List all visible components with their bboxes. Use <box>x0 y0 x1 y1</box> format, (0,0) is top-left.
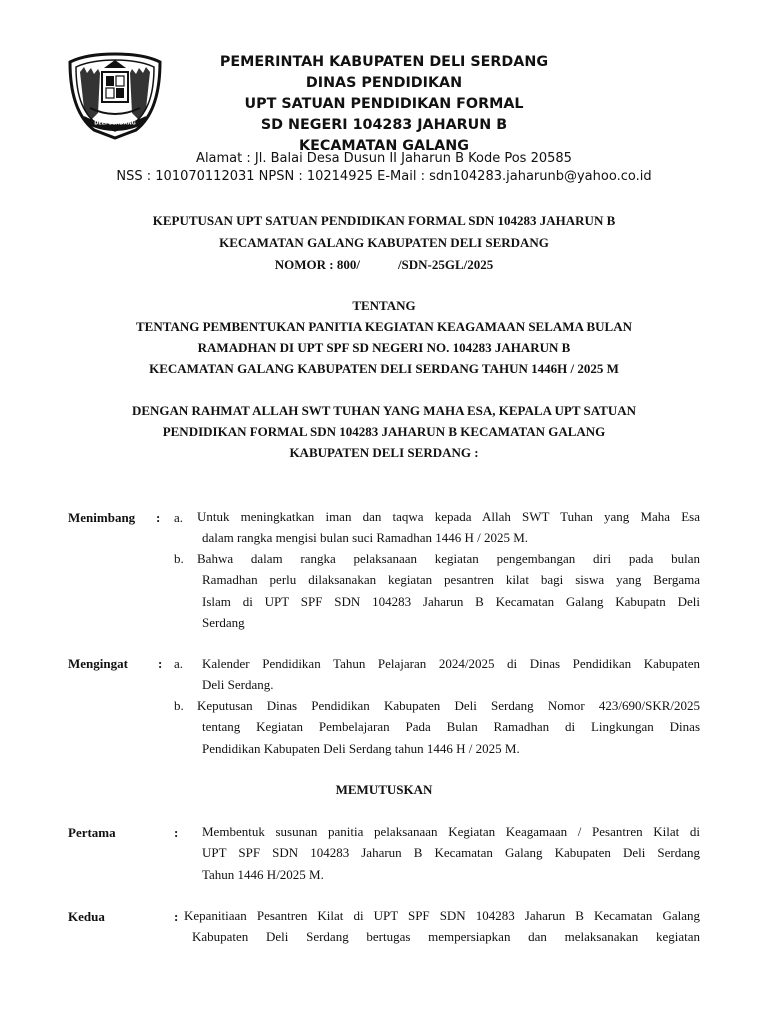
preamble-line-2: PENDIDIKAN FORMAL SDN 104283 JAHARUN B KECAMATAN GALANG <box>162 424 606 439</box>
menimbang-marker-a: a. <box>174 510 184 525</box>
menimbang-b-line-1: Bahwa dalam rangka pelaksanaan kegiatan pengembangan diri pada bulan <box>197 551 700 566</box>
mengingat-label: Mengingat <box>68 656 128 671</box>
letterhead-district: KECAMATAN GALANG <box>299 138 469 154</box>
pertama-text <box>202 821 700 885</box>
mengingat-colon: : <box>158 656 163 671</box>
letterhead-contact: NSS : 101070112031 NPSN : 10214925 E-Mail : sdn104283.jaharunb@yahoo.co.id <box>116 169 652 184</box>
kedua-line-1: Kepanitiaan Pesantren Kilat di UPT SPF SDN 104283 Jaharun B Kecamatan Galang <box>184 908 700 923</box>
mengingat-b-line-2: tentang Kegiatan Pembelajaran Pada Bulan Ramadhan di Lingkungan Dinas <box>202 719 700 735</box>
pertama-line-3: Tahun 1446 H/2025 M. <box>202 866 324 882</box>
menimbang-colon: : <box>156 510 161 525</box>
menimbang-b-line-4: Serdang <box>202 614 245 630</box>
subject-line-2: RAMADHAN DI UPT SPF SD NEGERI NO. 104283 JAHARUN B <box>197 340 571 355</box>
menimbang-b-line-3: Islam di UPT SPF SDN 104283 Jaharun B Kecamatan Galang Kabupatn Deli <box>202 593 700 609</box>
pertama-line-2: UPT SPF SDN 104283 Jaharun B Kecamatan Galang Kabupaten Deli Serdang <box>202 845 700 861</box>
preamble-line-1: DENGAN RAHMAT ALLAH SWT TUHAN YANG MAHA ESA, KEPALA UPT SATUAN <box>131 403 637 418</box>
kedua-colon: : <box>174 909 179 924</box>
mengingat-b-line-3: Pendidikan Kabupaten Deli Serdang tahun 1446 H / 2025 M. <box>202 740 520 756</box>
subject-line-1: TENTANG PEMBENTUKAN PANITIA KEGIATAN KEAGAMAAN SELAMA BULAN <box>136 319 632 334</box>
kedua-label: Kedua <box>68 909 105 924</box>
mengingat-a-line-1: Kalender Pendidikan Tahun Pelajaran 2024/2025 di Dinas Pendidikan Kabupaten <box>202 656 700 671</box>
letterhead-school: SD NEGERI 104283 JAHARUN B <box>260 117 508 133</box>
letterhead-government: PEMERINTAH KABUPATEN DELI SERDANG <box>219 54 549 70</box>
letterhead-address: Alamat : Jl. Balai Desa Dusun II Jaharun B Kode Pos 20585 <box>196 151 572 166</box>
menimbang-item-b <box>197 548 700 633</box>
subject-heading: TENTANG <box>352 298 416 313</box>
kedua-text <box>182 905 700 948</box>
kedua-line-2: Kabupaten Deli Serdang bertugas mempersiapkan dan melaksanakan kegiatan <box>192 929 700 945</box>
preamble-line-3: KABUPATEN DELI SERDANG : <box>289 445 479 460</box>
pertama-line-1: Membentuk susunan panitia pelaksanaan Kegiatan Keagamaan / Pesantren Kilat di <box>202 824 700 839</box>
mengingat-item-a <box>202 653 700 696</box>
mengingat-item-b <box>197 695 700 759</box>
decree-number-suffix: /SDN-25GL/2025 <box>397 257 494 272</box>
letterhead-unit: UPT SATUAN PENDIDIKAN FORMAL <box>244 96 524 112</box>
letterhead-department: DINAS PENDIDIKAN <box>305 75 463 91</box>
mengingat-marker-b: b. <box>174 698 184 713</box>
mengingat-b-line-1: Keputusan Dinas Pendidikan Kabupaten Deli Serdang Nomor 423/690/SKR/2025 <box>197 698 700 713</box>
letterhead <box>150 52 618 157</box>
memutuskan-heading: MEMUTUSKAN <box>335 782 433 797</box>
menimbang-b-line-2: Ramadhan perlu dilaksanakan kegiatan pesantren kilat bagi siswa yang Bergama <box>202 572 700 588</box>
mengingat-marker-a: a. <box>174 656 184 671</box>
pertama-label: Pertama <box>68 825 116 840</box>
subject-line-3: KECAMATAN GALANG KABUPATEN DELI SERDANG TAHUN 1446H / 2025 M <box>149 361 619 376</box>
pertama-colon: : <box>174 825 179 840</box>
decree-title-line-2: KECAMATAN GALANG KABUPATEN DELI SERDANG <box>219 235 549 250</box>
menimbang-item-a <box>197 506 700 549</box>
decree-number-prefix: NOMOR : 800/ <box>274 257 360 272</box>
menimbang-a-line-2: dalam rangka mengisi bulan suci Ramadhan 1446 H / 2025 M. <box>202 530 529 546</box>
menimbang-marker-b: b. <box>174 551 184 566</box>
menimbang-label: Menimbang <box>68 510 136 525</box>
decree-number <box>40 257 728 273</box>
menimbang-a-line-1: Untuk meningkatkan iman dan taqwa kepada Allah SWT Tuhan yang Maha Esa <box>197 509 700 524</box>
decree-title-line-1: KEPUTUSAN UPT SATUAN PENDIDIKAN FORMAL SDN 104283 JAHARUN B <box>152 213 616 228</box>
svg-text:DELI SERDANG: DELI SERDANG <box>94 120 136 127</box>
mengingat-a-line-2: Deli Serdang. <box>202 677 274 693</box>
